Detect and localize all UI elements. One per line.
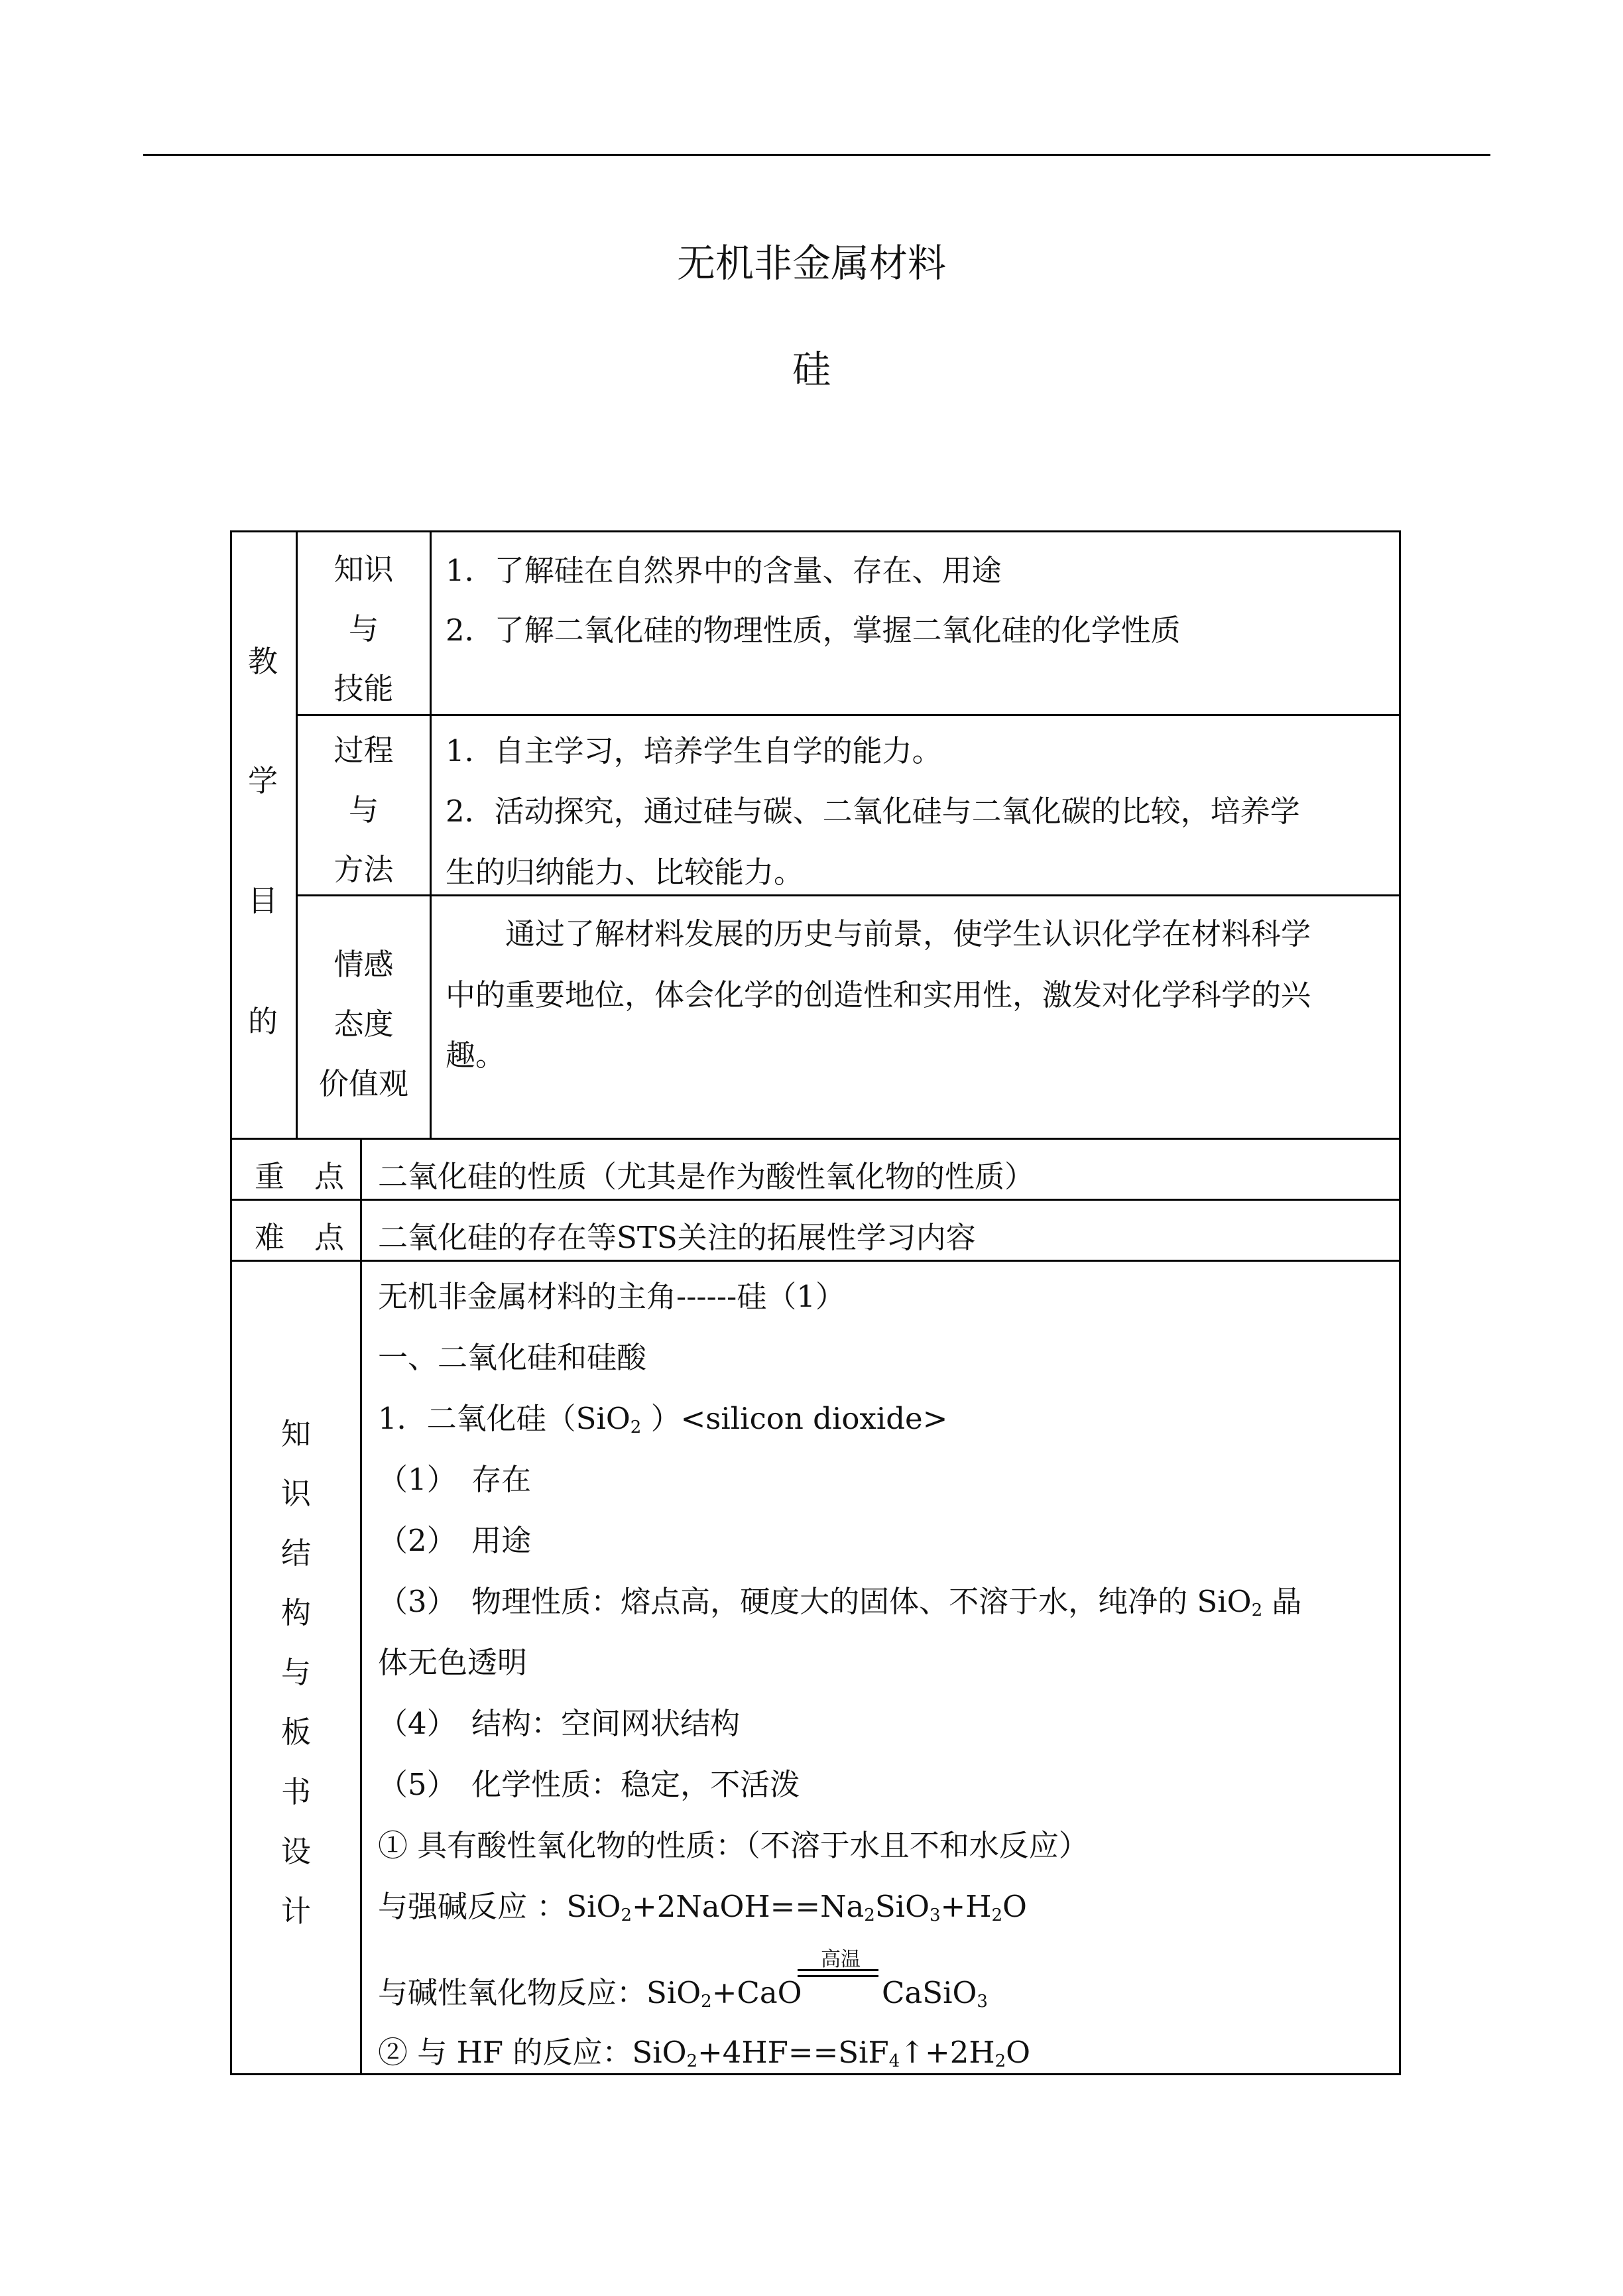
knowledge-line: （1） 存在: [378, 1462, 532, 1497]
key-point-text: 二氧化硅的性质（尤其是作为酸性氧化物的性质）: [378, 1159, 1035, 1194]
knowledge-label-char: 书: [281, 1774, 312, 1809]
knowledge-line: （3） 物理性质：熔点高，硬度大的固体、不溶于水，纯净的 SiO$_2$ 晶: [378, 1584, 1302, 1620]
objectives-group-char: 的: [248, 1004, 278, 1039]
objective-label-attitude: 情感 态度 价值观: [318, 947, 408, 1101]
knowledge-line: （5） 化学性质：稳定，不活泼: [378, 1767, 800, 1802]
reaction-double-bar-bottom: [798, 1975, 878, 1977]
page-subtitle: 硅: [792, 347, 831, 392]
objective-line: 趣。: [446, 1038, 506, 1073]
knowledge-line: 体无色透明: [378, 1645, 528, 1680]
objective-label-process: 过程 与 方法: [333, 733, 394, 887]
knowledge-label-char: 板: [281, 1715, 312, 1750]
gas-arrow-icon: ↑: [900, 2035, 925, 2070]
knowledge-label-char: 与: [281, 1655, 312, 1690]
page-title: 无机非金属材料: [676, 241, 946, 286]
reaction-basic-oxide: 与碱性氧化物反应：SiO$_2$+CaO: [378, 1975, 802, 2012]
knowledge-line: ① 具有酸性氧化物的性质：（不溶于水且不和水反应）: [378, 1828, 1089, 1863]
knowledge-label-char: 结: [281, 1536, 312, 1571]
objective-line: 通过了解材料发展的历史与前景，使学生认识化学在材料科学: [505, 916, 1311, 951]
reaction-strong-base: 与强碱反应 ：$SiO_2+2NaOH==Na_2SiO_3+H_2O$: [378, 1889, 1027, 1925]
reaction-product: CaSiO$_3$: [882, 1975, 988, 2012]
knowledge-label-char: 识: [281, 1476, 312, 1511]
difficulty-label: 难 点: [255, 1220, 345, 1255]
knowledge-label-char: 设: [281, 1834, 312, 1869]
reaction-condition: 高温: [821, 1948, 861, 1971]
reaction-hf: ② 与 HF 的反应：$SiO_2+4HF==SiF_4↑+2H_2O$: [378, 2035, 1031, 2071]
key-point-label: 重 点: [255, 1159, 345, 1194]
objective-line: 生的归纳能力、比较能力。: [446, 855, 804, 890]
objective-label-knowledge: 知识 与 技能: [333, 552, 394, 706]
objective-line: 中的重要地位，体会化学的创造性和实用性，激发对化学科学的兴: [446, 977, 1311, 1012]
knowledge-label-char: 构: [281, 1595, 312, 1630]
difficulty-text: 二氧化硅的存在等STS关注的拓展性学习内容: [378, 1220, 976, 1255]
objectives-group-char: 目: [248, 883, 278, 918]
knowledge-line: 无机非金属材料的主角------硅（1）: [378, 1279, 845, 1314]
objective-line: 2．活动探究，通过硅与碳、二氧化硅与二氧化碳的比较，培养学: [446, 794, 1300, 829]
knowledge-line: 1．二氧化硅（SiO$_2$ ）<silicon dioxide>: [378, 1401, 948, 1437]
objectives-group-char: 学: [248, 763, 278, 798]
knowledge-label-char: 知: [281, 1416, 312, 1451]
knowledge-label-char: 计: [281, 1894, 312, 1929]
knowledge-line: 一、二氧化硅和硅酸: [378, 1340, 647, 1375]
knowledge-line: （2） 用途: [378, 1523, 532, 1558]
objectives-group-char: 教: [248, 644, 278, 679]
objective-line: 2．了解二氧化硅的物理性质，掌握二氧化硅的化学性质: [446, 613, 1181, 648]
objective-line: 1．自主学习，培养学生自学的能力。: [446, 733, 942, 768]
reaction-double-bar-top: [798, 1969, 878, 1971]
knowledge-line: （4） 结构：空间网状结构: [378, 1706, 741, 1741]
objective-line: 1．了解硅在自然界中的含量、存在、用途: [446, 553, 1002, 588]
